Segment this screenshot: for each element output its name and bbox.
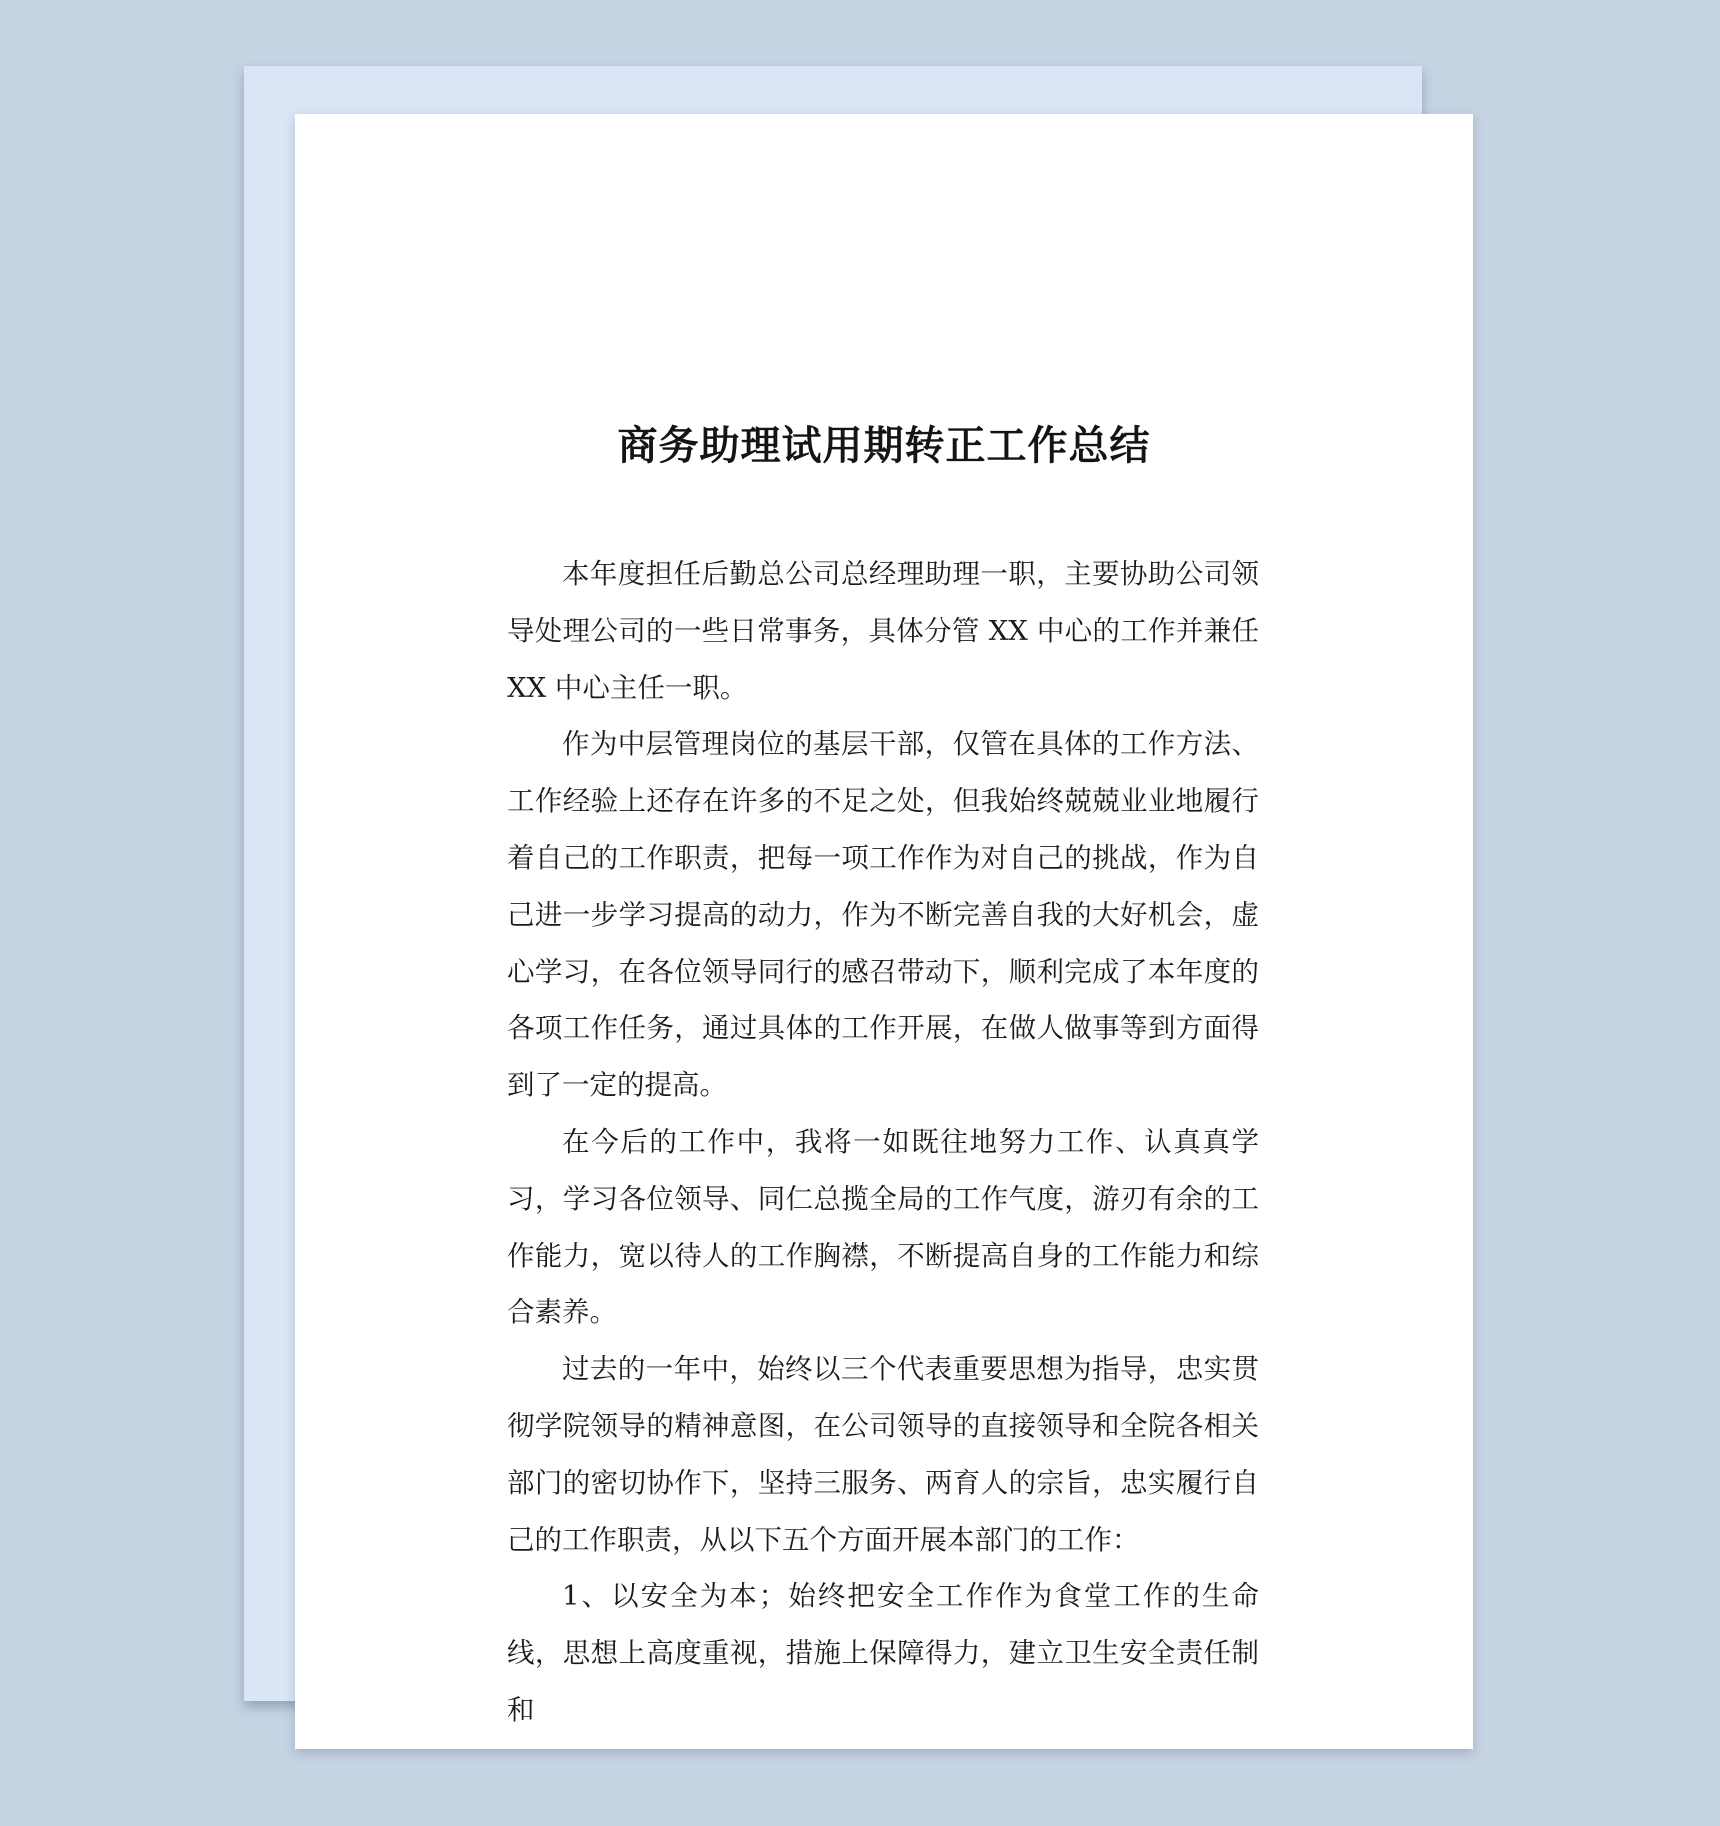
paragraph-5: 1、以安全为本；始终把安全工作作为食堂工作的生命线，思想上高度重视，措施上保障得力，建立卫生安全责任制和 (507, 1580, 1259, 1726)
paragraph-1: 本年度担任后勤总公司总经理助理一职，主要协助公司领导处理公司的一些日常事务，具体分管 XX 中心的工作并兼任 XX 中心主任一职。 (507, 558, 1259, 704)
document-title: 商务助理试用期转正工作总结 (617, 423, 1151, 469)
document-body (507, 546, 1259, 1726)
paragraph-4: 过去的一年中，始终以三个代表重要思想为指导，忠实贯彻学院领导的精神意图，在公司领导的直接领导和全院各相关部门的密切协作下，坚持三服务、两育人的宗旨，忠实履行自己的工作职责，从以下五个方面开展本部门的工作： (507, 1353, 1259, 1556)
paragraph-2: 作为中层管理岗位的基层干部，仅管在具体的工作方法、工作经验上还存在许多的不足之处，但我始终兢兢业业地履行着自己的工作职责，把每一项工作作为对自己的挑战，作为自己进一步学习提高的动力，作为不断完善自我的大好机会，虚心学习，在各位领导同行的感召带动下，顺利完成了本年度的各项工作任务，通过具体的工作开展，在做人做事等到方面得到了一定的提高。 (507, 728, 1259, 1102)
document-text-area (507, 546, 1259, 1726)
document-page (295, 114, 1473, 1749)
paragraph-3: 在今后的工作中，我将一如既往地努力工作、认真真学习，学习各位领导、同仁总揽全局的工作气度，游刃有余的工作能力，宽以待人的工作胸襟，不断提高自身的工作能力和综合素养。 (507, 1125, 1259, 1329)
